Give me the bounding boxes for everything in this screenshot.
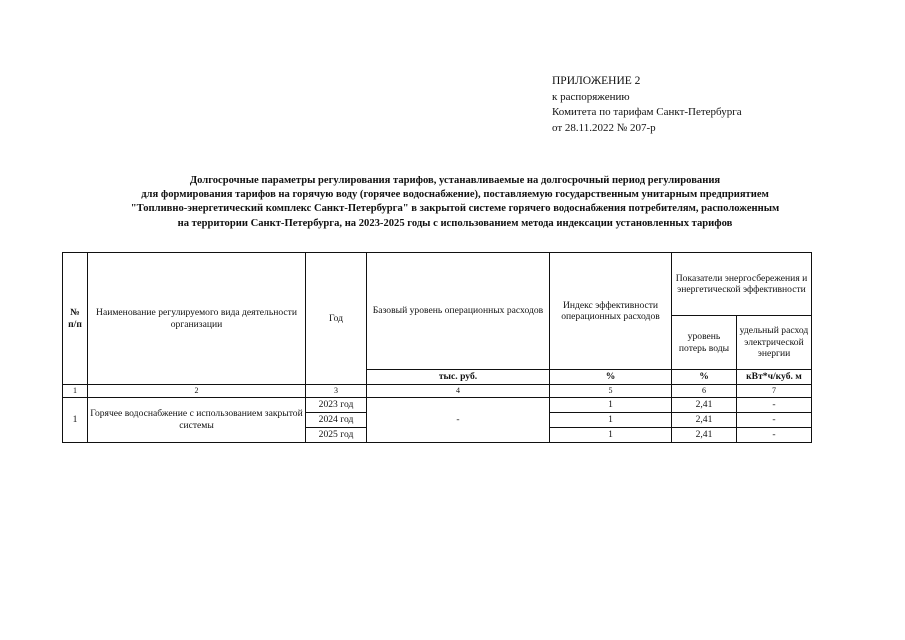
header-energy-group: Показатели энергосбережения и энергетической эффективности [672,253,812,316]
row-index: 1 [550,412,672,427]
column-number: 6 [672,385,737,398]
row-activity: Горячее водоснабжение с использованием закрытой системы [88,397,306,442]
row-base-level: - [367,397,550,442]
document-title-line-2: для формирования тарифов на горячую воду (горячее водоснабжение), поставляемую государственным унитарным предприятием [141,189,769,201]
document-title-line-4: на территории Санкт-Петербурга, на 2023-2025 годы с использованием метода индексации установленных тарифов [177,217,733,229]
row-index: 1 [550,427,672,442]
header-num: № п/п [63,253,88,385]
column-number: 7 [737,385,812,398]
column-number: 2 [88,385,306,398]
appendix-title: ПРИЛОЖЕНИЕ 2 [552,75,641,87]
unit-base-level: тыс. руб. [367,370,550,385]
unit-electricity: кВт*ч/куб. м [737,370,812,385]
row-year: 2025 год [306,427,367,442]
unit-water-loss: % [672,370,737,385]
row-year: 2023 год [306,397,367,412]
column-number: 4 [367,385,550,398]
header-base-level: Базовый уровень операционных расходов [367,253,550,370]
row-electricity: - [737,397,812,412]
table-row [63,397,812,412]
row-num: 1 [63,397,88,442]
row-loss: 2,41 [672,427,737,442]
appendix-line-2: Комитета по тарифам Санкт-Петербурга [552,106,742,118]
column-number: 1 [63,385,88,398]
row-index: 1 [550,397,672,412]
row-year: 2024 год [306,412,367,427]
appendix-line-1: к распоряжению [552,90,630,103]
header-year: Год [306,253,367,385]
header-electricity: удельный расход электрической энергии [737,316,812,370]
row-electricity: - [737,412,812,427]
document-title-line-1: Долгосрочные параметры регулирования тарифов, устанавливаемые на долгосрочный период регулирования [189,175,721,186]
header-efficiency-index: Индекс эффективности операционных расходов [550,253,672,370]
appendix-line-3: от 28.11.2022 № 207-р [552,121,656,134]
document-title [60,174,850,231]
row-loss: 2,41 [672,397,737,412]
column-number: 5 [550,385,672,398]
document-title-line-3: "Топливно-энергетический комплекс Санкт-Петербурга" в закрытой системе горячего водоснабжения потребителям, расположенным [130,203,780,215]
header-activity: Наименование регулируемого вида деятельности организации [88,253,306,385]
parameters-table [62,252,812,443]
unit-efficiency-index: % [550,370,672,385]
header-water-loss: уровень потерь воды [672,316,737,370]
row-loss: 2,41 [672,412,737,427]
row-electricity: - [737,427,812,442]
column-number: 3 [306,385,367,398]
appendix-block [552,74,742,136]
